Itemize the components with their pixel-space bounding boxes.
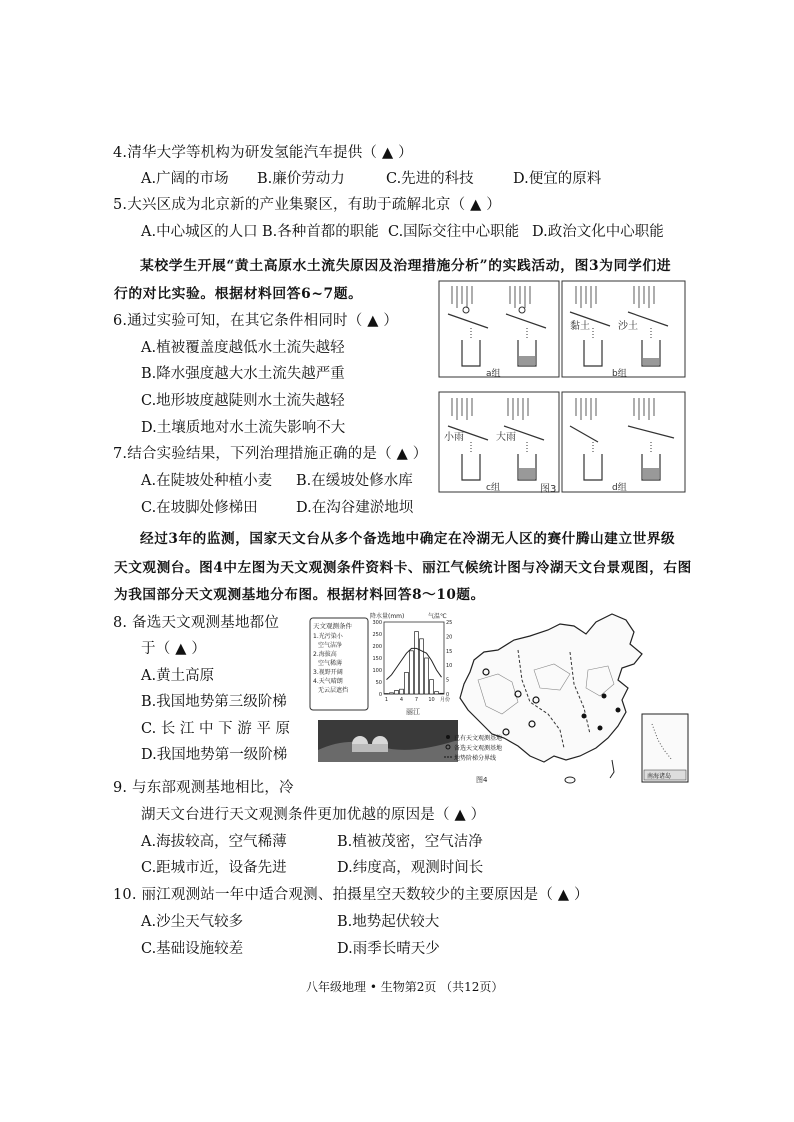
material-1-line-1: 某校学生开展“黄土高原水土流失原因及治理措施分析”的实践活动，图3为同学们进	[140, 258, 672, 274]
figure-3-label-c: c组	[486, 483, 500, 493]
precipitation-bar-3	[395, 690, 399, 694]
figure-3-label-b: b组	[612, 369, 627, 379]
q8-option-d: D.我国地势第一级阶梯	[141, 747, 288, 763]
question-8-stem-line-2: 于（ ▲ ）	[141, 641, 207, 657]
q6-option-c: C.地形坡度越陡则水土流失越轻	[141, 393, 345, 409]
figure-4	[308, 610, 694, 788]
temperature-line	[387, 648, 442, 679]
precipitation-bar-11	[435, 692, 439, 694]
chart-y-tick-label: 0	[378, 692, 382, 698]
q9-option-d: D.纬度高，观测时间长	[337, 860, 484, 876]
card-item-5: 3.视野开阔	[313, 669, 343, 676]
q4-option-b: B.廉价劳动力	[257, 171, 345, 187]
q4-option-c: C.先进的科技	[386, 171, 474, 187]
chart-y-tick-label: 200	[372, 644, 382, 650]
chart-x-label: 丽江	[406, 708, 420, 716]
q10-option-a: A.沙尘天气较多	[141, 914, 244, 930]
chart-y2-title: 气温℃	[428, 613, 447, 620]
chart-x-tick-label: 月份	[439, 697, 451, 703]
q6-option-d: D.土壤质地对水土流失影响不大	[141, 420, 346, 436]
card-item-2: 空气洁净	[318, 642, 343, 649]
precipitation-bar-9	[425, 658, 429, 694]
chart-y2-tick-label: 15	[446, 648, 453, 655]
q9-option-a: A.海拔较高，空气稀薄	[141, 834, 287, 850]
figure-3-label-d: d组	[612, 483, 627, 493]
figure-3-soil-label-sand: 沙土	[618, 321, 638, 332]
question-7-stem: 7.结合实验结果，下列治理措施正确的是（ ▲ ）	[113, 446, 428, 462]
figure-3	[438, 280, 686, 496]
inset-label: 南海诸岛	[647, 773, 672, 780]
chart-y-tick-label: 100	[372, 668, 382, 674]
chart-x-tick-label: 4	[399, 697, 404, 703]
q7-option-c: C.在坡脚处修梯田	[141, 500, 258, 516]
chart-y-tick-label: 250	[372, 632, 382, 638]
precipitation-bar-2	[390, 693, 394, 694]
card-item-7: 无云层遮挡	[318, 687, 349, 694]
question-8-stem-line-1: 8. 备选天文观测基地都位	[113, 615, 280, 631]
material-2-line-2: 天文观测台。图4中左图为天文观测条件资料卡、丽江气候统计图与冷湖天文台景观图，右图	[114, 560, 692, 576]
legend-candidate: 备选天文观测基地	[454, 745, 503, 752]
q8-option-a: A.黄土高原	[141, 668, 215, 684]
figure-3-soil-label-clay: 黏土	[570, 321, 590, 332]
card-item-4: 空气稀薄	[318, 660, 343, 667]
figure-3-rain-label-heavy: 大雨	[496, 432, 516, 443]
figure-3-rain-label-light: 小雨	[444, 432, 464, 443]
figure-4-drawing	[308, 610, 694, 788]
q10-option-d: D.雨季长晴天少	[337, 941, 440, 957]
figure-3-drawing	[438, 280, 686, 496]
legend-existing: 已有天文观测基地	[454, 735, 503, 742]
chart-y2-tick-label: 20	[446, 634, 453, 641]
chart-plot-frame	[384, 622, 444, 694]
figure-4-caption: 图4	[476, 776, 488, 784]
question-10-stem: 10. 丽江观测站一年中适合观测、拍摄星空天数较少的主要原因是（ ▲ ）	[113, 887, 589, 903]
question-6-stem: 6.通过实验可知，在其它条件相同时（ ▲ ）	[113, 313, 399, 329]
lijiang-climate-chart	[370, 612, 452, 716]
chart-x-tick-label: 1	[384, 697, 389, 703]
figure-3-caption: 图3	[540, 484, 557, 495]
q4-option-a: A.广阔的市场	[141, 171, 229, 187]
q10-option-b: B.地势起伏较大	[337, 914, 440, 930]
card-item-6: 4.天气晴朗	[313, 678, 343, 685]
precipitation-bar-8	[420, 639, 424, 694]
material-2-line-3: 为我国部分天文观测基地分布图。根据材料回答8～10题。	[114, 587, 485, 603]
q5-option-c: C.国际交往中心职能	[388, 224, 520, 240]
precipitation-bar-12	[440, 693, 444, 694]
q7-option-b: B.在缓坡处修水库	[296, 473, 413, 489]
precipitation-bar-5	[405, 672, 409, 694]
card-item-3: 2.海拔高	[313, 651, 337, 658]
chart-y2-tick-label: 10	[446, 663, 453, 670]
chart-y-tick-label: 50	[375, 680, 382, 686]
precipitation-bar-7	[415, 632, 419, 694]
q9-option-c: C.距城市近，设备先进	[141, 860, 287, 876]
q7-option-a: A.在陡坡处种植小麦	[141, 473, 273, 489]
legend-step-boundary: 地势阶梯分界线	[454, 755, 497, 762]
q5-option-d: D.政治文化中心职能	[532, 224, 664, 240]
chart-y-title: 降水量(mm)	[370, 613, 405, 620]
question-4-stem: 4.清华大学等机构为研发氢能汽车提供（ ▲ ）	[113, 145, 413, 161]
chart-y2-tick-label: 0	[446, 692, 450, 698]
chart-x-tick-label: 10	[428, 697, 435, 703]
q9-option-b: B.植被茂密，空气洁净	[337, 834, 483, 850]
precipitation-bar-4	[400, 689, 404, 694]
question-5-stem: 5.大兴区成为北京新的产业集聚区，有助于疏解北京（ ▲ ）	[113, 197, 502, 213]
material-2-line-1: 经过3年的监测，国家天文台从多个备选地中确定在冷湖无人区的赛什腾山建立世界级	[140, 531, 676, 547]
chart-y-tick-label: 300	[372, 620, 382, 626]
q7-option-d: D.在沟谷建淤地坝	[296, 500, 414, 516]
q5-option-a: A.中心城区的人口	[141, 224, 258, 240]
chart-y-tick-label: 150	[372, 656, 382, 662]
chart-x-tick-label: 7	[414, 697, 419, 703]
card-title: 天文观测条件	[313, 622, 352, 630]
question-9-stem-line-2: 湖天文台进行天文观测条件更加优越的原因是（ ▲ ）	[141, 807, 486, 823]
precipitation-bar-10	[430, 680, 434, 694]
q4-option-d: D.便宜的原料	[513, 171, 602, 187]
chart-y2-tick-label: 5	[446, 677, 450, 684]
q6-option-b: B.降水强度越大水土流失越严重	[141, 366, 345, 382]
page-footer: 八年级地理 • 生物第2页 （共12页）	[306, 980, 504, 994]
q5-option-b: B.各种首都的职能	[262, 224, 379, 240]
material-1-line-2: 行的对比实验。根据材料回答6~7题。	[114, 286, 363, 302]
precipitation-bar-6	[410, 651, 414, 694]
card-item-1: 1.光污染小	[313, 633, 343, 640]
q8-option-c: C. 长 江 中 下 游 平 原	[141, 721, 290, 737]
chart-y2-tick-label: 25	[446, 620, 453, 626]
q6-option-a: A.植被覆盖度越低水土流失越轻	[141, 340, 345, 356]
q10-option-c: C.基础设施较差	[141, 941, 244, 957]
question-9-stem-line-1: 9. 与东部观测基地相比，冷	[113, 780, 294, 796]
figure-3-label-a: a组	[486, 369, 501, 379]
q8-option-b: B.我国地势第三级阶梯	[141, 694, 287, 710]
